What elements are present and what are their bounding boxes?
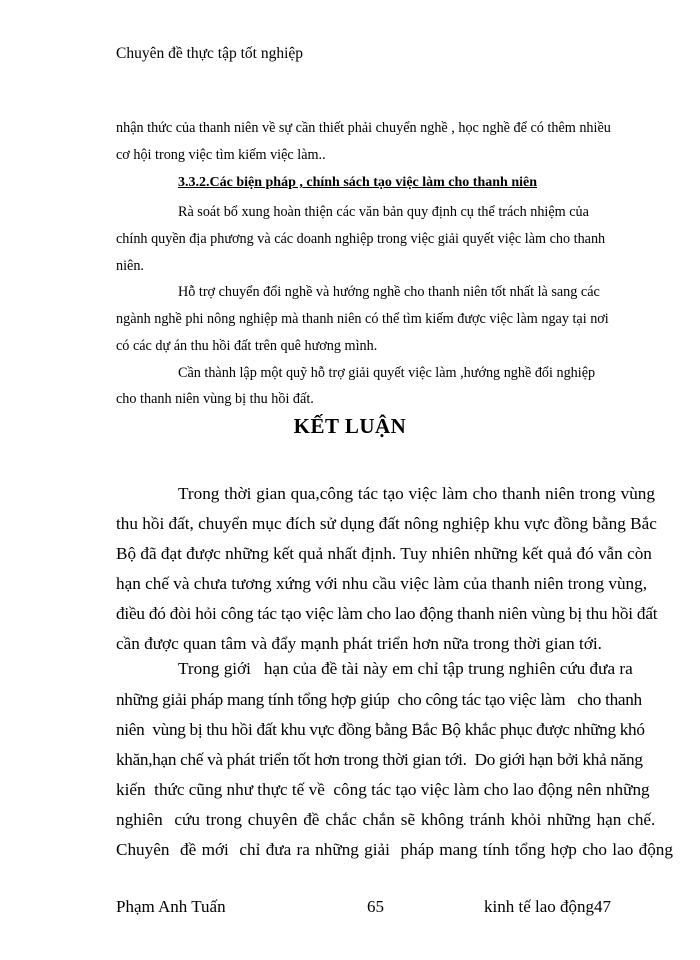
paragraph-line: niên vùng bị thu hồi đất khu vực đồng bằng Bắc Bộ khắc phục được những khó: [116, 720, 645, 739]
section-heading: 3.3.2.Các biện pháp , chính sách tạo việc làm cho thanh niên: [178, 175, 537, 190]
intro-line: nhận thức của thanh niên về sự cần thiết phải chuyển nghề , học nghề để có thêm nhiều: [116, 120, 611, 136]
footer-author: Phạm Anh Tuấn: [116, 897, 226, 916]
measure-line: Hỗ trợ chuyển đổi nghề và hướng nghề cho thanh niên tốt nhất là sang các: [178, 284, 600, 300]
measure-line: có các dự án thu hồi đất trên quê hương mình.: [116, 338, 378, 354]
paragraph-line: khăn,hạn chế và phát triển tốt hơn trong thời gian tới. Do giới hạn bởi khả năng: [116, 750, 643, 769]
paragraph-line: nghiên cứu trong chuyên đề chắc chắn sẽ không tránh khỏi những hạn chế.: [116, 810, 656, 829]
intro-line: cơ hội trong việc tìm kiếm việc làm..: [116, 147, 326, 163]
paragraph-line: Trong giới hạn của đề tài này em chỉ tập trung nghiên cứu đưa ra: [178, 659, 633, 678]
paragraph-line: kiến thức cũng như thực tế về công tác tạo việc làm cho lao động nên những: [116, 780, 650, 799]
measure-line: niên.: [116, 258, 144, 274]
measure-line: chính quyền địa phương và các doanh nghiệp trong việc giải quyết việc làm cho thanh: [116, 231, 606, 247]
paragraph-line: thu hồi đất, chuyển mục đích sử dụng đất nông nghiệp khu vực đồng bằng Bắc: [116, 514, 657, 533]
measure-line: ngành nghề phi nông nghiệp mà thanh niên có thể tìm kiếm được việc làm ngay tại nơi: [116, 311, 609, 327]
paragraph-line: Chuyên đề mới chỉ đưa ra những giải pháp mang tính tổng hợp cho lao động: [116, 840, 673, 859]
page-header: Chuyên đề thực tập tốt nghiệp: [116, 45, 304, 62]
paragraph-line: Trong thời gian qua,công tác tạo việc làm cho thanh niên trong vùng: [178, 484, 655, 503]
paragraph-line: cần được quan tâm và đẩy mạnh phát triển hơn nữa trong thời gian tới.: [116, 634, 602, 653]
paragraph-line: điều đó đòi hỏi công tác tạo việc làm cho lao động thanh niên vùng bị thu hồi đất: [116, 604, 658, 623]
measure-line: cho thanh niên vùng bị thu hồi đất.: [116, 391, 314, 407]
footer-page-number: 65: [367, 897, 384, 916]
measure-line: Cần thành lập một quỹ hỗ trợ giải quyết việc làm ,hướng nghề đổi nghiệp: [178, 365, 596, 381]
footer-class: kinh tế lao động47: [484, 897, 612, 916]
paragraph-line: Bộ đã đạt được những kết quả nhất định. Tuy nhiên những kết quả đó vẫn còn: [116, 544, 652, 563]
measure-line: Rà soát bổ xung hoàn thiện các văn bản quy định cụ thể trách nhiệm của: [178, 204, 589, 220]
conclusion-title: KẾT LUẬN: [293, 414, 407, 438]
paragraph-line: hạn chế và chưa tương xứng với nhu cầu việc làm của thanh niên trong vùng,: [116, 574, 648, 593]
paragraph-line: những giải pháp mang tính tổng hợp giúp cho công tác tạo việc làm cho thanh: [116, 690, 642, 709]
